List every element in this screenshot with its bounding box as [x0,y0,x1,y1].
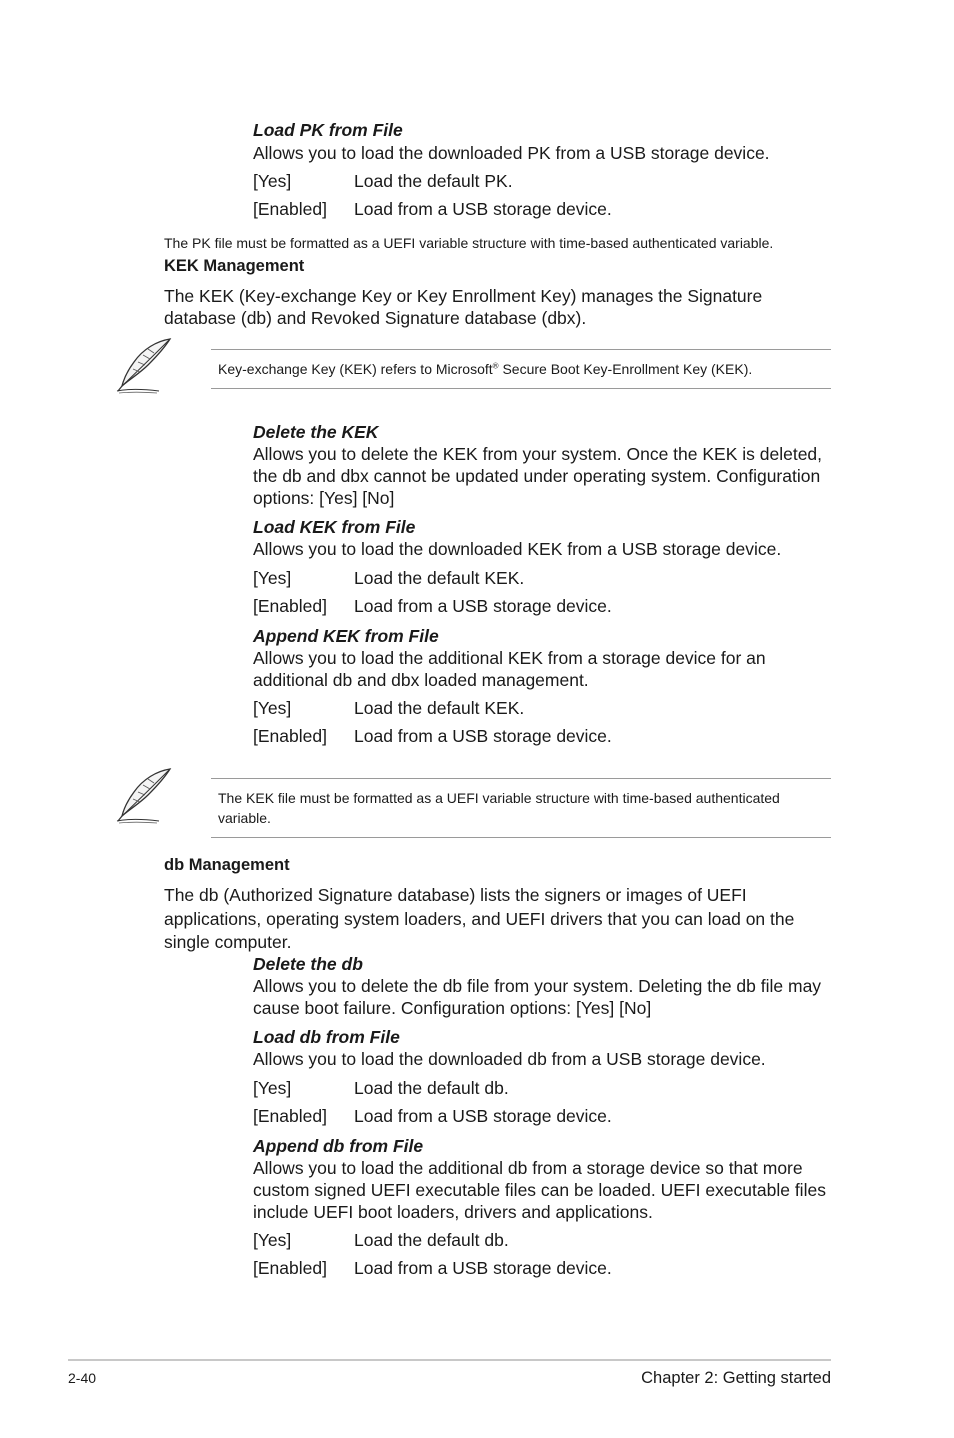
load-db-option-value: Load from a USB storage device. [354,1106,612,1126]
note-top-rule [211,778,831,779]
append-kek-option-key: [Enabled] [253,726,327,746]
kek-management-intro: The KEK (Key-exchange Key or Key Enrollment Key) manages the Signature database (db) and Revoked Signature database (dbx). [164,286,763,328]
note-bottom-rule [211,388,831,389]
kek-microsoft-note [218,359,830,379]
load-db-title: Load db from File [253,1027,400,1047]
footer-rule [68,1359,831,1361]
append-kek-option-value: Load from a USB storage device. [354,726,612,746]
load-kek-option-value: Load from a USB storage device. [354,596,612,616]
registered-mark: ® [492,361,499,371]
load-kek-title: Load KEK from File [253,517,416,537]
append-db-title: Append db from File [253,1136,424,1156]
feather-quill-icon [113,336,173,394]
load-pk-title: Load PK from File [253,120,403,140]
load-pk-option-key: [Yes] [253,171,292,191]
load-kek-option-key: [Yes] [253,568,292,588]
append-db-option-value: Load the default db. [354,1230,509,1250]
delete-db-desc: Allows you to delete the db file from your system. Deleting the db file may cause boot failure. Configuration options: [Yes] [No] [253,976,822,1018]
load-db-option-value: Load the default db. [354,1078,509,1098]
append-kek-desc: Allows you to load the additional KEK from a storage device for an additional db and dbx loaded management. [253,648,766,690]
append-kek-option-value: Load the default KEK. [354,698,525,718]
note-top-rule [211,349,831,350]
append-db-option-key: [Enabled] [253,1258,327,1278]
append-kek-title: Append KEK from File [253,626,439,646]
load-pk-option-value: Load from a USB storage device. [354,199,612,219]
kek-management-heading: KEK Management [164,257,305,275]
load-kek-option-key: [Enabled] [253,596,327,616]
load-kek-option-value: Load the default KEK. [354,568,525,588]
feather-quill-icon [113,766,173,824]
append-db-option-key: [Yes] [253,1230,292,1250]
load-db-option-key: [Enabled] [253,1106,327,1126]
kek-format-note: The KEK file must be formatted as a UEFI variable structure with time-based authenticated variable. [218,790,780,826]
append-kek-option-key: [Yes] [253,698,292,718]
delete-db-title: Delete the db [253,954,363,974]
append-db-desc: Allows you to load the additional db from a storage device so that more custom signed UEFI executable files can be loaded. UEFI executable files include UEFI boot loaders, drivers and applications. [253,1158,826,1222]
load-db-option-key: [Yes] [253,1078,292,1098]
load-pk-option-value: Load the default PK. [354,171,513,191]
note-text: Key-exchange Key (KEK) refers to Microsoft [218,361,493,377]
db-management-intro: The db (Authorized Signature database) lists the signers or images of UEFI applications, operating system loaders, and UEFI drivers that you can load on the single computer. [164,885,795,952]
page-number: 2-40 [68,1370,97,1386]
load-kek-desc: Allows you to load the downloaded KEK from a USB storage device. [253,539,782,559]
pk-format-note: The PK file must be formatted as a UEFI variable structure with time-based authenticated variable. [164,235,774,251]
load-pk-desc: Allows you to load the downloaded PK from a USB storage device. [253,143,770,163]
load-pk-option-key: [Enabled] [253,199,327,219]
load-db-desc: Allows you to load the downloaded db from a USB storage device. [253,1049,766,1069]
delete-kek-desc: Allows you to delete the KEK from your system. Once the KEK is deleted, the db and dbx cannot be updated under operating system. Configuration options: [Yes] [No] [253,444,823,508]
append-db-option-value: Load from a USB storage device. [354,1258,612,1278]
note-text: Secure Boot Key-Enrollment Key (KEK). [498,361,753,377]
db-management-heading: db Management [164,856,290,874]
note-bottom-rule [211,837,831,838]
delete-kek-title: Delete the KEK [253,422,379,442]
chapter-title: Chapter 2: Getting started [641,1369,831,1387]
